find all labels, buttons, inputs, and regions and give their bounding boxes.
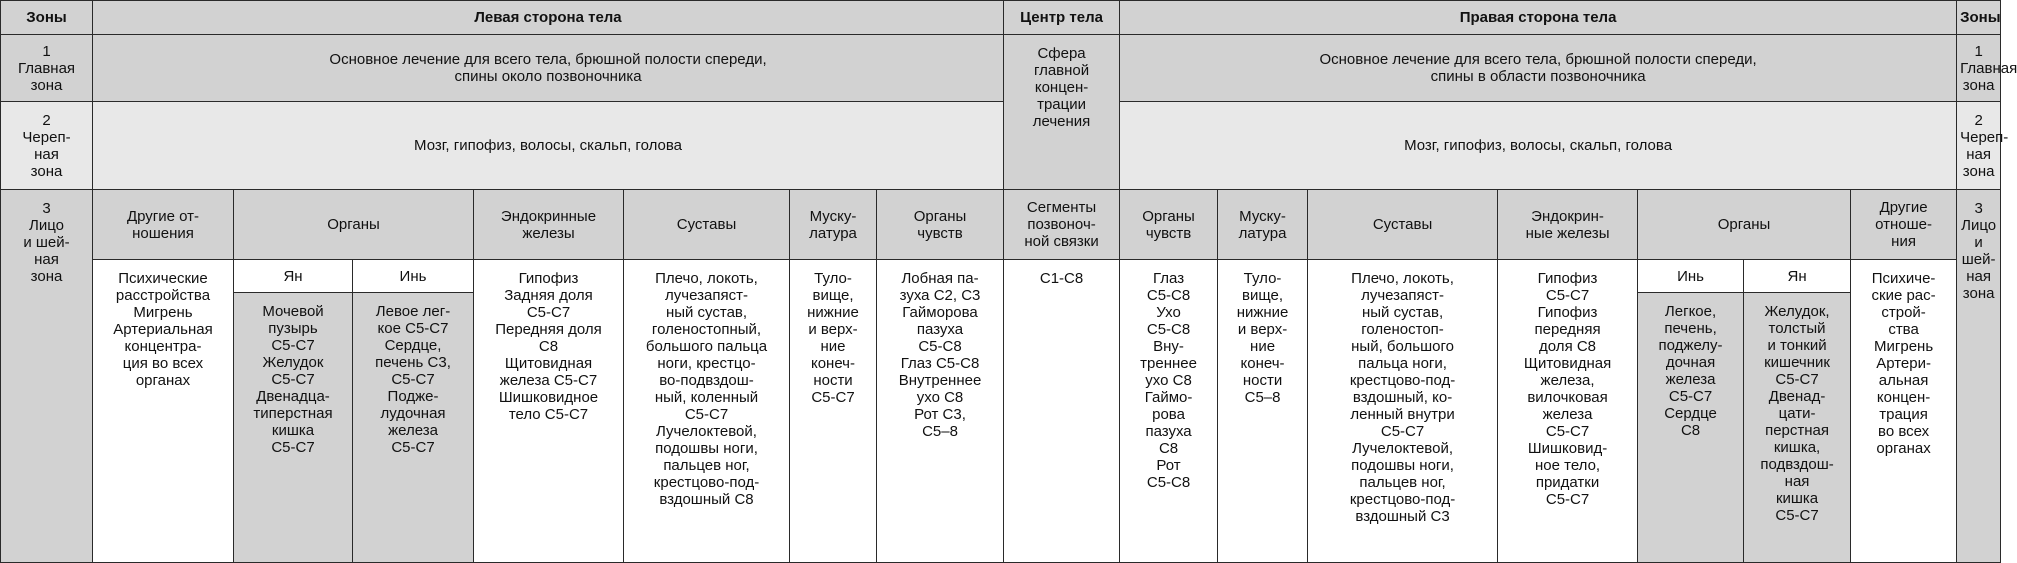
- zone2-left-text: Мозг, гипофиз, волосы, скальп, голова: [93, 102, 1004, 190]
- zone3-right-other-cell: Психиче- ские рас- строй- ства Мигрень Артери- альная концен- трация во всех органах: [1851, 260, 1957, 563]
- zone3-header-left-endocrine: Эндокринные железы: [474, 190, 624, 260]
- zone3-left-muscles-cell: Туло- вище, нижние и верх- ние конеч- ности С5-С7: [790, 260, 877, 563]
- zone3-right-endocrine-cell: Гипофиз С5-С7 Гипофиз передняя доля С8 Щитовидная железа, вилочковая железа С5-С7 Шишковид- ное тело, придатки С5-С7: [1498, 260, 1638, 563]
- zone1-label-left: 1 Главная зона: [1, 35, 93, 102]
- zone1-center-text: Сфера главной концен- трации лечения: [1004, 35, 1120, 190]
- zone3-header-left-senses: Органы чувств: [877, 190, 1004, 260]
- zone3-center-segments-cell: С1-С8: [1004, 260, 1120, 563]
- zone3-header-right-yin: Инь: [1638, 260, 1744, 293]
- zone3-left-yin-cell: Левое лег- кое С5-С7 Сердце, печень С3, С5-С7 Подже- лудочная железа С5-С7: [353, 293, 474, 563]
- zone3-header-left-yin: Инь: [353, 260, 474, 293]
- zone3-header-right-endocrine: Эндокрин- ные железы: [1498, 190, 1638, 260]
- header-center: Центр тела: [1004, 1, 1120, 35]
- zone3-header-center-segments: Сегменты позвоноч- ной связки: [1004, 190, 1120, 260]
- header-zones-left: Зоны: [1, 1, 93, 35]
- zone3-left-yang-cell: Мочевой пузырь С5-С7 Желудок С5-С7 Двенадца- типерстная кишка С5-С7: [234, 293, 353, 563]
- zone2-label-right: 2 Череп- ная зона: [1957, 102, 2001, 190]
- zone3-right-muscles-cell: Туло- вище, нижние и верх- ние конеч- ности С5–8: [1218, 260, 1308, 563]
- zone3-right-joints-cell: Плечо, локоть, лучезапяст- ный сустав, голеностоп- ный, большого пальца ноги, крестцово-под- вздошный, ко- ленный внутри С5-С7 Лучелоктевой, подошвы ноги, пальцев ног, крестцово-под- вздошный С3: [1308, 260, 1498, 563]
- zone3-right-yin-cell: Легкое, печень, поджелу- дочная железа С5-С7 Сердце С8: [1638, 293, 1744, 563]
- header-zones-right: Зоны: [1957, 1, 2001, 35]
- zone1-label-right: 1 Главная зона: [1957, 35, 2001, 102]
- zone3-header-left-organs: Органы: [234, 190, 474, 260]
- zone1-left-text: Основное лечение для всего тела, брюшной полости спереди, спины около позвоночника: [93, 35, 1004, 102]
- header-left-side: Левая сторона тела: [93, 1, 1004, 35]
- zone3-header-left-joints: Суставы: [624, 190, 790, 260]
- zone3-header-left-other: Другие от- ношения: [93, 190, 234, 260]
- zone3-right-senses-cell: Глаз С5-С8 Ухо С5-С8 Вну- треннее ухо С8 Гаймо- рова пазуха С8 Рот С5-С8: [1120, 260, 1218, 563]
- zone3-header-right-joints: Суставы: [1308, 190, 1498, 260]
- zone3-label-left: 3 Лицо и шей- ная зона: [1, 190, 93, 563]
- zone1-right-text: Основное лечение для всего тела, брюшной полости спереди, спины в области позвоночника: [1120, 35, 1957, 102]
- zone3-header-right-other: Другие отноше- ния: [1851, 190, 1957, 260]
- zone2-right-text: Мозг, гипофиз, волосы, скальп, голова: [1120, 102, 1957, 190]
- zone2-label-left: 2 Череп- ная зона: [1, 102, 93, 190]
- zone3-header-right-senses: Органы чувств: [1120, 190, 1218, 260]
- zone3-header-right-organs: Органы: [1638, 190, 1851, 260]
- zone3-header-left-muscles: Муску- латура: [790, 190, 877, 260]
- zone3-right-yang-cell: Желудок, толстый и тонкий кишечник С5-С7 Двенад- цати- перстная кишка, подвздош- ная кишка С5-С7: [1744, 293, 1851, 563]
- zone3-left-joints-cell: Плечо, локоть, лучезапяст- ный сустав, голеностопный, большого пальца ноги, крестцо- во-подвздош- ный, коленный С5-С7 Лучелоктевой, подошвы ноги, пальцев ног, крестцово-под- вздошный С8: [624, 260, 790, 563]
- zone3-header-right-muscles: Муску- латура: [1218, 190, 1308, 260]
- zone3-left-endocrine-cell: Гипофиз Задняя доля С5-С7 Передняя доля С8 Щитовидная железа С5-С7 Шишковидное тело С5-С7: [474, 260, 624, 563]
- zone3-left-senses-cell: Лобная па- зуха С2, С3 Гайморова пазуха С5-С8 Глаз С5-С8 Внутреннее ухо С8 Рот С3, С5–8: [877, 260, 1004, 563]
- zone3-left-other-cell: Психические расстройства Мигрень Артериальная концентра- ция во всех органах: [93, 260, 234, 563]
- zone3-header-left-yang: Ян: [234, 260, 353, 293]
- zone3-header-right-yang: Ян: [1744, 260, 1851, 293]
- header-right-side: Правая сторона тела: [1120, 1, 1957, 35]
- zone3-label-right: 3 Лицо и шей- ная зона: [1957, 190, 2001, 563]
